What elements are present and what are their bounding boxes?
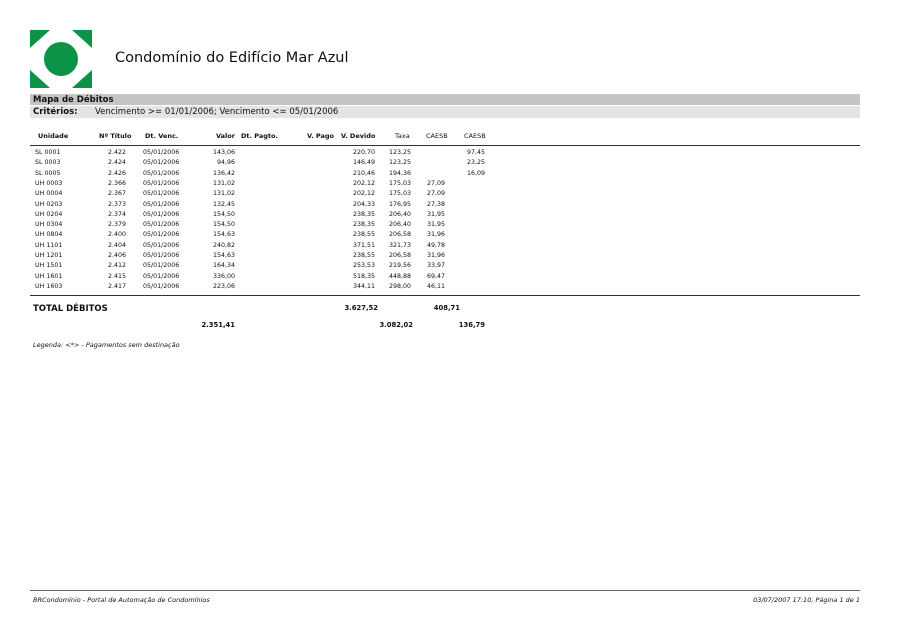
cell-vdevido: 204,33 [352,200,375,208]
cell-vdevido: 202,12 [352,179,375,187]
cell-venc: 05/01/2006 [143,149,180,156]
cell-venc: 05/01/2006 [143,252,180,259]
cell-vdevido: 344,11 [352,282,375,290]
cell-taxa: 123,25 [388,149,411,156]
cell-venc: 05/01/2006 [143,159,180,167]
cell-vdevido: 146,49 [352,159,375,167]
cell-caesb2: 23,25 [466,159,485,167]
cell-venc: 05/01/2006 [143,200,180,208]
cell-valor: 131,02 [212,190,235,198]
criteria-value: Vencimento >= 01/01/2006; Vencimento <= 05/01/2006 [95,107,339,117]
cell-caesb1: 49,78 [426,241,445,249]
footer-divider [30,590,860,591]
cell-unidade: UH 0203 [35,200,63,208]
cell-venc: 05/01/2006 [143,262,180,270]
cell-taxa: 206,40 [388,221,411,229]
col-caesb-2: CAESB [464,132,486,140]
cell-taxa: 448,88 [388,272,411,280]
cell-valor: 336,00 [212,272,235,280]
cell-titulo: 2.412 [107,262,126,270]
cell-unidade: UH 1201 [35,252,63,259]
condominium-logo [30,30,92,88]
cell-taxa: 175,03 [388,190,411,198]
col-vpago: V. Pago [307,132,335,140]
cell-valor: 154,50 [212,210,235,218]
cell-vdevido: 238,55 [352,252,375,259]
cell-caesb1: 46,11 [426,282,445,290]
total-valor: 2.351,41 [201,321,235,329]
col-vdevido: V. Devido [341,132,376,140]
cell-titulo: 2.379 [107,221,126,229]
cell-taxa: 298,00 [388,282,411,290]
cell-unidade: UH 1601 [35,272,63,280]
cell-venc: 05/01/2006 [143,241,180,249]
footer-portal: BRCondomínio - Portal de Automação de Condomínios [33,596,210,604]
cell-taxa: 123,25 [388,159,411,167]
cell-venc: 05/01/2006 [143,272,180,280]
cell-titulo: 2.373 [107,200,126,208]
header-divider [30,145,860,146]
title-bar [30,94,860,105]
cell-unidade: UH 0204 [35,210,63,218]
cell-vdevido: 238,35 [352,221,375,229]
col-titulo: Nº Título [99,132,132,140]
cell-titulo: 2.374 [107,210,126,218]
cell-titulo: 2.400 [107,231,126,239]
col-venc: Dt. Venc. [145,132,179,140]
cell-venc: 05/01/2006 [143,210,180,218]
cell-titulo: 2.422 [107,149,126,156]
cell-taxa: 194,36 [388,169,411,177]
cell-titulo: 2.417 [107,282,126,290]
cell-caesb1: 27,09 [426,190,445,198]
cell-unidade: UH 1101 [35,241,63,249]
cell-caesb2: 97,45 [466,149,485,156]
cell-valor: 240,82 [212,241,235,249]
cell-caesb1: 31,95 [426,210,445,218]
cell-taxa: 176,95 [388,200,411,208]
cell-taxa: 219,56 [388,262,411,270]
cell-taxa: 206,58 [388,252,411,259]
cell-vdevido: 253,53 [352,262,375,270]
totals-divider [30,295,860,296]
company-name: Condomínio do Edifício Mar Azul [115,50,349,66]
cell-venc: 05/01/2006 [143,221,180,229]
cell-vdevido: 220,70 [352,149,375,156]
cell-unidade: UH 1603 [35,282,63,290]
cell-venc: 05/01/2006 [143,190,180,198]
cell-titulo: 2.404 [107,241,126,249]
cell-valor: 154,63 [212,231,235,239]
cell-venc: 05/01/2006 [143,179,180,187]
col-unidade: Unidade [38,132,69,140]
cell-valor: 132,45 [212,200,235,208]
cell-valor: 154,50 [212,221,235,229]
cell-venc: 05/01/2006 [143,231,180,239]
total-caesb-2: 136,79 [458,321,485,329]
cell-valor: 154,63 [212,252,235,259]
col-caesb-1: CAESB [426,132,448,140]
cell-titulo: 2.415 [107,272,126,280]
cell-unidade: UH 1501 [35,262,63,270]
cell-taxa: 321,73 [388,241,411,249]
cell-titulo: 2.406 [107,252,126,259]
cell-vdevido: 518,35 [352,272,375,280]
cell-valor: 131,02 [212,179,235,187]
cell-unidade: UH 0003 [35,179,63,187]
cell-vdevido: 238,35 [352,210,375,218]
cell-unidade: SL 0001 [35,149,61,156]
cell-vdevido: 238,55 [352,231,375,239]
cell-valor: 223,06 [212,282,235,290]
cell-venc: 05/01/2006 [143,282,180,290]
total-label: TOTAL DÉBITOS [33,304,108,314]
cell-taxa: 175,03 [388,179,411,187]
cell-unidade: UH 0004 [35,190,63,198]
cell-vdevido: 371,51 [352,241,375,249]
cell-caesb1: 27,38 [426,200,445,208]
cell-titulo: 2.367 [107,190,126,198]
col-taxa: Taxa [395,132,410,140]
footer-date-page: 03/07/2007 17:10, Página 1 de 1 [753,596,860,604]
cell-vdevido: 210,46 [352,169,375,177]
cell-vdevido: 202,12 [352,190,375,198]
cell-unidade: SL 0005 [35,169,61,177]
total-caesb-1: 408,71 [433,304,460,312]
cell-valor: 136,42 [212,169,235,177]
legend: Legenda: <*> - Pagamentos sem destinação [33,341,180,349]
cell-venc: 05/01/2006 [143,169,180,177]
cell-titulo: 2.424 [107,159,126,167]
report-title: Mapa de Débitos [33,95,114,105]
cell-taxa: 206,58 [388,231,411,239]
cell-caesb1: 31,96 [426,231,445,239]
total-taxa: 3.082,02 [379,321,413,329]
cell-unidade: UH 0804 [35,231,63,239]
col-valor: Valor [216,132,235,140]
cell-unidade: UH 0304 [35,221,63,229]
total-vdevido: 3.627,52 [344,304,378,312]
cell-caesb1: 31,95 [426,221,445,229]
cell-caesb1: 27,09 [426,179,445,187]
cell-caesb2: 16,09 [466,169,485,177]
cell-titulo: 2.426 [107,169,126,177]
cell-caesb1: 31,96 [426,252,445,259]
criteria-label: Critérios: [33,107,78,117]
cell-caesb1: 33,97 [426,262,445,270]
cell-valor: 164,34 [212,262,235,270]
cell-taxa: 206,40 [388,210,411,218]
cell-valor: 94,96 [216,159,235,167]
cell-caesb1: 69,47 [426,272,445,280]
cell-valor: 143,06 [212,149,235,156]
col-pagto: Dt. Pagto. [241,132,278,140]
cell-titulo: 2.366 [107,179,126,187]
cell-unidade: SL 0003 [35,159,61,167]
